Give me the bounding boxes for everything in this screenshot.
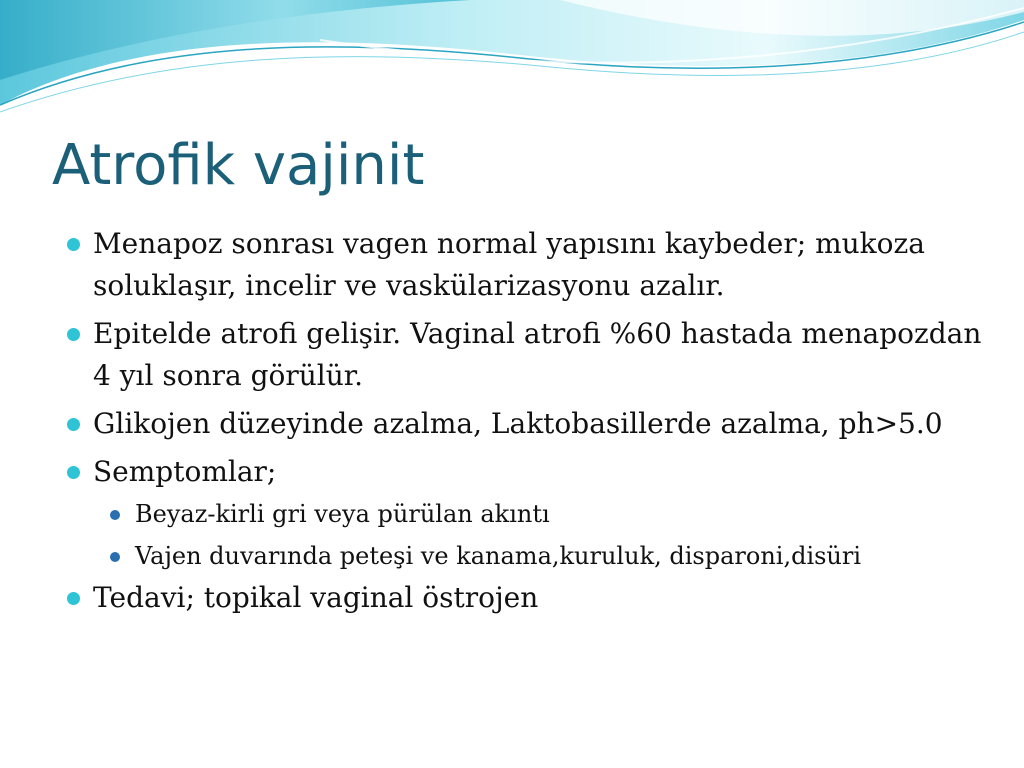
bullet-dot-icon bbox=[67, 466, 80, 479]
bullet-dot-icon bbox=[67, 418, 80, 431]
sub-bullet-list bbox=[93, 493, 984, 577]
bullet-item bbox=[64, 577, 984, 619]
sub-bullet-item bbox=[107, 535, 984, 577]
bullet-item bbox=[64, 223, 984, 307]
sub-bullet-item bbox=[107, 493, 984, 535]
bullet-item bbox=[64, 313, 984, 397]
bullet-item bbox=[64, 403, 984, 445]
bullet-text: Menapoz sonrası vagen normal yapısını kaybeder; mukoza soluklaşır, incelir ve vaskülarizasyonu azalır. bbox=[93, 227, 925, 302]
bullet-text: Epitelde atrofi gelişir. Vaginal atrofi %60 hastada menapozdan 4 yıl sonra görülür. bbox=[93, 317, 982, 392]
bullet-dot-icon bbox=[67, 238, 80, 251]
bullet-text: Semptomlar; bbox=[93, 455, 277, 488]
wave-header-decoration bbox=[0, 0, 1024, 130]
bullet-dot-icon bbox=[67, 328, 80, 341]
bullet-item bbox=[64, 451, 984, 577]
sub-bullet-text: Beyaz-kirli gri veya pürülan akıntı bbox=[135, 500, 550, 528]
slide-title: Atrofik vajinit bbox=[52, 133, 425, 198]
sub-bullet-text: Vajen duvarında peteşi ve kanama,kuruluk, disparoni,disüri bbox=[135, 542, 862, 570]
sub-bullet-dot-icon bbox=[110, 552, 120, 562]
bullet-text: Tedavi; topikal vaginal östrojen bbox=[93, 581, 539, 614]
bullet-list bbox=[64, 223, 984, 625]
bullet-dot-icon bbox=[67, 592, 80, 605]
sub-bullet-dot-icon bbox=[110, 510, 120, 520]
bullet-text: Glikojen düzeyinde azalma, Laktobasillerde azalma, ph>5.0 bbox=[93, 407, 943, 440]
